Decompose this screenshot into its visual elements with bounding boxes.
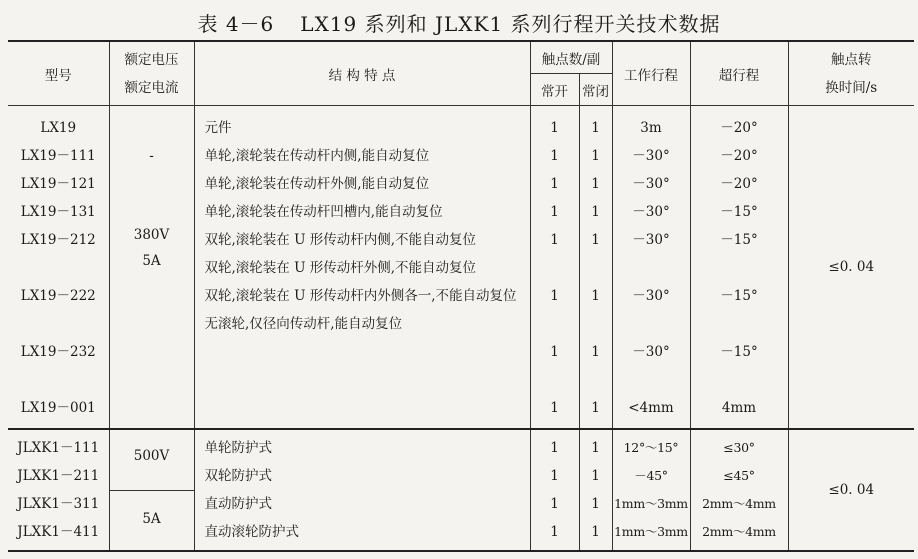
no-cell: 1 <box>550 176 559 192</box>
overtravel-cell: －15° <box>720 204 758 220</box>
model-cell: LX19－131 <box>20 204 96 220</box>
lx19-no <box>530 106 579 430</box>
model-cell: JLXK1－111 <box>17 440 100 456</box>
no-cell: 1 <box>550 344 559 360</box>
header-contacts: 触点数/副 <box>530 41 612 74</box>
no-cell: 1 <box>550 468 559 484</box>
model-cell: LX19－111 <box>20 148 96 164</box>
nc-cell: 1 <box>591 148 600 164</box>
nc-cell: 1 <box>591 524 600 540</box>
header-structure: 结 构 特 点 <box>194 41 530 106</box>
lx19-current: 5A <box>142 253 161 269</box>
overtravel-cell: 4mm <box>721 400 757 416</box>
header-rated-voltage: 额定电压 <box>124 51 179 68</box>
travel-cell: －30° <box>632 176 670 192</box>
model-cell: LX19－001 <box>20 400 96 416</box>
nc-cell: 1 <box>591 204 600 220</box>
overtravel-cell: －20° <box>720 148 758 164</box>
jlxk1-current: 5A <box>142 511 161 527</box>
no-cell: 1 <box>550 524 559 540</box>
table-caption <box>0 8 918 37</box>
travel-cell: <4mm <box>628 400 674 416</box>
travel-cell: －30° <box>632 288 670 304</box>
jlxk1-no <box>530 429 579 551</box>
header-working-travel: 工作行程 <box>612 41 690 106</box>
caption-number: 表 4－6 <box>197 12 275 36</box>
travel-cell: 3m <box>640 120 662 136</box>
lx19-overtravel <box>690 106 788 430</box>
header-switch-time-line2: 换时间/s <box>825 79 878 96</box>
no-cell: 1 <box>550 232 559 248</box>
desc-cell: 元件 <box>204 120 232 136</box>
header-normally-closed: 常闭 <box>579 74 612 106</box>
nc-cell: 1 <box>591 176 600 192</box>
jlxk1-overtravel <box>690 429 788 551</box>
model-cell: LX19 <box>40 120 77 136</box>
nc-cell: 1 <box>591 468 600 484</box>
travel-cell: －45° <box>634 468 668 483</box>
no-cell: 1 <box>550 120 559 136</box>
no-cell: 1 <box>550 288 559 304</box>
overtravel-cell: 2mm～4mm <box>702 524 776 539</box>
overtravel-cell: －15° <box>720 344 758 360</box>
travel-cell: －30° <box>632 204 670 220</box>
lx19-rating <box>109 106 194 430</box>
desc-cell: 双轮防护式 <box>204 468 272 484</box>
model-cell: JLXK1－311 <box>17 496 100 512</box>
spec-table <box>8 40 914 552</box>
nc-cell: 1 <box>591 496 600 512</box>
nc-cell: 1 <box>591 344 600 360</box>
travel-cell: －30° <box>632 344 670 360</box>
jlxk1-voltage: 500V <box>110 434 194 491</box>
desc-cell: 双轮,滚轮装在 U 形传动杆内侧,不能自动复位 <box>204 232 477 248</box>
no-cell: 1 <box>550 400 559 416</box>
header-rating <box>109 41 194 106</box>
lx19-voltage: 380V <box>133 227 170 243</box>
lx19-descriptions <box>194 106 530 430</box>
header-model: 型号 <box>8 41 109 106</box>
desc-cell: 单轮,滚轮装在传动杆凹槽内,能自动复位 <box>204 204 443 220</box>
travel-cell: －30° <box>632 232 670 248</box>
desc-cell: 无滚轮,仅径向传动杆,能自动复位 <box>204 316 403 332</box>
desc-cell: 单轮,滚轮装在传动杆内侧,能自动复位 <box>204 148 430 164</box>
header-overtravel: 超行程 <box>690 41 788 106</box>
header-switch-time-line1: 触点转 <box>831 51 872 68</box>
lx19-nc <box>579 106 612 430</box>
overtravel-cell: －20° <box>720 176 758 192</box>
lx19-switch-time: ≤0. 04 <box>828 259 875 275</box>
nc-cell: 1 <box>591 232 600 248</box>
header-row <box>8 41 914 74</box>
overtravel-cell: －15° <box>720 288 758 304</box>
overtravel-cell: －20° <box>720 120 758 136</box>
no-cell: 1 <box>550 148 559 164</box>
lx19-section <box>8 106 914 430</box>
overtravel-cell: 2mm～4mm <box>702 496 776 511</box>
model-cell: LX19－232 <box>20 344 96 360</box>
lx19-models <box>8 106 109 430</box>
model-cell: JLXK1－211 <box>17 468 100 484</box>
no-cell: 1 <box>550 440 559 456</box>
nc-cell: 1 <box>591 120 600 136</box>
header-switch-time <box>788 41 914 106</box>
model-cell: LX19－212 <box>20 232 96 248</box>
travel-cell: －30° <box>632 148 670 164</box>
travel-cell: 1mm～3mm <box>614 496 688 511</box>
desc-cell: 双轮,滚轮装在 U 形传动杆内外侧各一,不能自动复位 <box>204 288 517 304</box>
caption-title: LX19 系列和 JLXK1 系列行程开关技术数据 <box>300 12 721 36</box>
no-cell: 1 <box>550 496 559 512</box>
nc-cell: 1 <box>591 440 600 456</box>
desc-cell: 单轮,滚轮装在传动杆外侧,能自动复位 <box>204 176 430 192</box>
desc-cell: 单轮防护式 <box>204 440 272 456</box>
header-rated-current: 额定电流 <box>124 79 179 96</box>
jlxk1-switch-time: ≤0. 04 <box>788 429 914 551</box>
jlxk1-descriptions <box>194 429 530 551</box>
model-cell: LX19－222 <box>20 288 96 304</box>
travel-cell: 1mm～3mm <box>614 524 688 539</box>
header-normally-open: 常开 <box>530 74 579 106</box>
no-cell: 1 <box>550 204 559 220</box>
overtravel-cell: ≤45° <box>723 468 755 483</box>
lx19-dash: - <box>149 148 154 164</box>
desc-cell: 直动防护式 <box>204 496 272 512</box>
nc-cell: 1 <box>591 400 600 416</box>
lx19-travel <box>612 106 690 430</box>
nc-cell: 1 <box>591 288 600 304</box>
jlxk1-models <box>8 429 109 551</box>
travel-cell: 12°～15° <box>623 440 679 455</box>
desc-cell: 直动滚轮防护式 <box>204 524 299 540</box>
overtravel-cell: ≤30° <box>723 440 755 455</box>
jlxk1-section <box>8 429 914 551</box>
desc-cell: 双轮,滚轮装在 U 形传动杆外侧,不能自动复位 <box>204 260 477 276</box>
jlxk1-travel <box>612 429 690 551</box>
jlxk1-nc <box>579 429 612 551</box>
overtravel-cell: －15° <box>720 232 758 248</box>
model-cell: JLXK1－411 <box>17 524 100 540</box>
jlxk1-rating <box>109 429 194 551</box>
model-cell: LX19－121 <box>20 176 96 192</box>
